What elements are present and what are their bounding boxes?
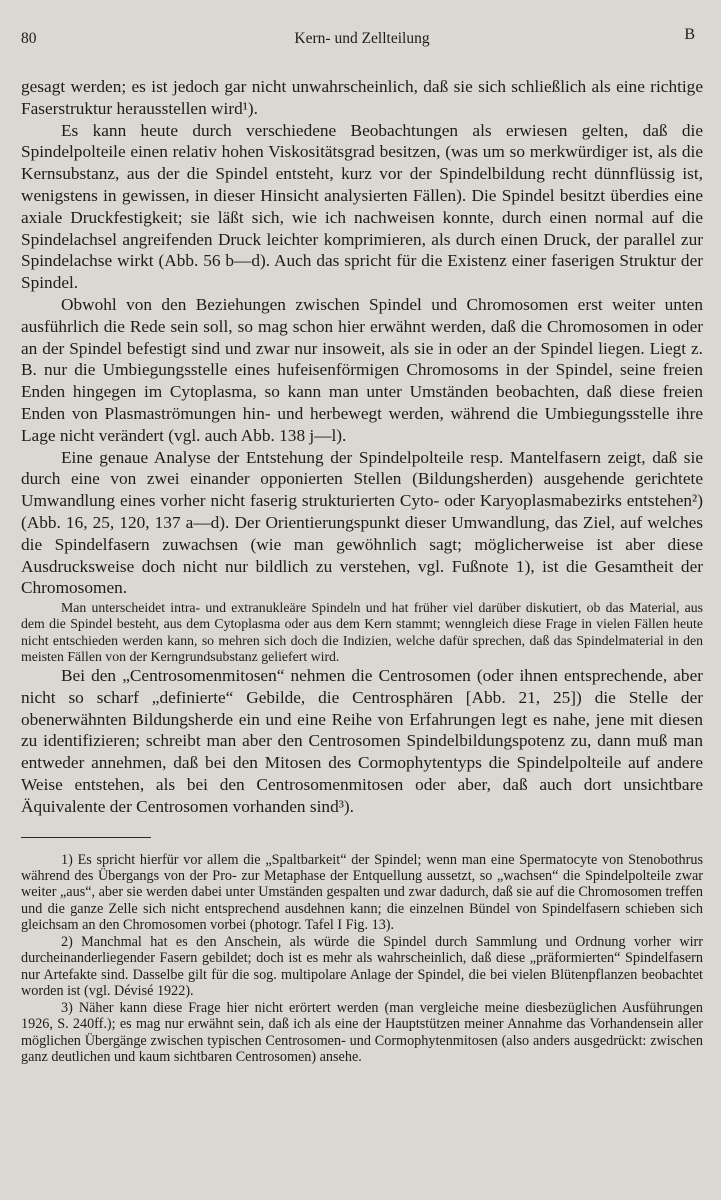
paragraph-continued: gesagt werden; es ist jedoch gar nicht unwahrscheinlich, daß sie sich schließlich als eine richtige Faserstruktur herausstellen wird¹). [21, 77, 703, 118]
page-header [21, 26, 703, 54]
footnote: 2) Manchmal hat es den Anschein, als würde die Spindel durch Sammlung und Ordnung vorher wirr durcheinanderliegender Fasern gebildet; doch ist es mehr als wahrscheinlich, daß diese „präformierten“ Spindelfasern nur Artefakte sind. Dasselbe gilt für die sog. multipolare Anlage der Spindel, die bei vielen Blütenpflanzen beobachtet worden ist (vgl. Dévisé 1922). [21, 933, 703, 1000]
running-title: Kern- und Zellteilung [294, 30, 430, 47]
paragraph: Es kann heute durch verschiedene Beobachtungen als erwiesen gelten, daß die Spindelpolteile einen relativ hohen Viskositätsgrad besitzen, (was um so merkwürdiger ist, als die Kernsubstanz, aus der die Spindel entsteht, kurz vor der Spindelbildung recht dünnflüssig ist, wenigstens in gewissen, in dieser Hinsicht analysierten Fällen). Die Spindel besitzt überdies eine axiale Druckfestigkeit; sie läßt sich, wie ich nachweisen konnte, durch einen normal auf die Spindelachsel angreifenden Druck leichter komprimieren, als durch einen Druck, der parallel zur Spindelachse wirkt (Abb. 56 b—d). Auch das spricht für die Existenz einer faserigen Struktur der Spindel. [21, 120, 703, 293]
paragraph: Eine genaue Analyse der Entstehung der Spindelpolteile resp. Mantelfasern zeigt, daß sie durch eine von zwei einander opponierten Stellen (Bildungsherden) ausgehende gerichtete Umwandlung eines vorher nicht faserig strukturierten Cyto- oder Karyoplasmabezirks entstehen²) (Abb. 16, 25, 120, 137 a—d). Der Orientierungspunkt dieser Umwandlung, das Ziel, auf welches die Spindelfasern zuwachsen (wie man gewöhnlich sagt; möglicherweise ist aber diese Ausdrucksweise doch nicht nur bildlich zu verstehen, vgl. Fußnote 1), ist die Gesamtheit der Chromosomen. [21, 447, 703, 598]
page-body [21, 76, 703, 1065]
small-print-block [21, 600, 703, 665]
footnote-divider [21, 837, 151, 838]
footnotes [21, 852, 703, 1066]
main-text [21, 76, 703, 599]
page-number: 80 [21, 30, 37, 47]
footnote: 1) Es spricht hierfür vor allem die „Spaltbarkeit“ der Spindel; wenn man eine Spermatocyte von Stenobothrus während des Übergangs von der Pro- zur Metaphase der Entquellung aussetzt, so „wachsen“ die Spindelpolteile zwar weiter „aus“, aber sie werden dabei unter Umständen gespalten und zwar dadurch, daß sie auf die Chromosomen treffen und die ganze Zelle sich nicht entsprechend ausdehnen kann; die einzelnen Bündel von Spindelfasern schieben sich gleichsam an den Chromosomen vorbei (photogr. Tafel I Fig. 13). [21, 851, 703, 934]
main-text-continued [21, 665, 703, 818]
paragraph: Bei den „Centrosomenmitosen“ nehmen die Centrosomen (oder ihnen entsprechende, aber nicht so scharf „definierte“ Gebilde, die Centrosphären [Abb. 21, 25]) die Stelle der obenerwähnten Bildungsherde ein und eine Reihe von Erfahrungen legt es nahe, jene mit diesen zu identifizieren; schreibt man aber den Centrosomen Spindelbildungspotenz zu, dann muß man entweder annehmen, daß bei den Mitosen des Cormophytentyps die Spindelpolteile auf andere Weise entstehen, als bei den Centrosomenmitosen oder aber, daß auch dort unsichtbare Äquivalente der Centrosomen vorhanden sind³). [21, 665, 703, 816]
footnote: 3) Näher kann diese Frage hier nicht erörtert werden (man vergleiche meine diesbezüglichen Ausführungen 1926, S. 240ff.); es mag nur erwähnt sein, daß ich als eine der Hauptstützen meiner Annahme das Vorhandensein aller möglichen Übergänge zwischen typischen Centrosomen- und Cormophytenmitosen (also anders ausgedrückt: zwischen ganz deutlichen und kaum sichtbaren Centrosomen) ansehe. [21, 999, 703, 1065]
paragraph: Obwohl von den Beziehungen zwischen Spindel und Chromosomen erst weiter unten ausführlich die Rede sein soll, so mag schon hier erwähnt werden, daß die Chromosomen in oder an der Spindel befestigt sind und zwar nur insoweit, als sie in oder an der Spindel liegen. Liegt z. B. nur die Umbiegungsstelle eines hufeisenförmigen Chromosoms in der Spindel, seine freien Enden hingegen im Cytoplasma, so kann man unter Umständen beobachten, daß diese freien Enden von Plasmaströmungen hin- und herbewegt werden, während die Umbiegungsstelle ihre Lage nicht verändert (vgl. auch Abb. 138 j—l). [21, 294, 703, 445]
signature-mark: B [684, 26, 695, 43]
small-print-paragraph: Man unterscheidet intra- und extranukleäre Spindeln und hat früher viel darüber diskutiert, ob das Material, aus dem die Spindel besteht, aus dem Cytoplasma oder aus dem Kern stammt; wenngleich diese Frage in vielen Fällen heute nicht entschieden werden kann, so mehren sich doch die Indizien, welche dafür sprechen, daß das Spindelmaterial in den meisten Fällen von der Kerngrundsubstanz geliefert wird. [21, 600, 703, 664]
